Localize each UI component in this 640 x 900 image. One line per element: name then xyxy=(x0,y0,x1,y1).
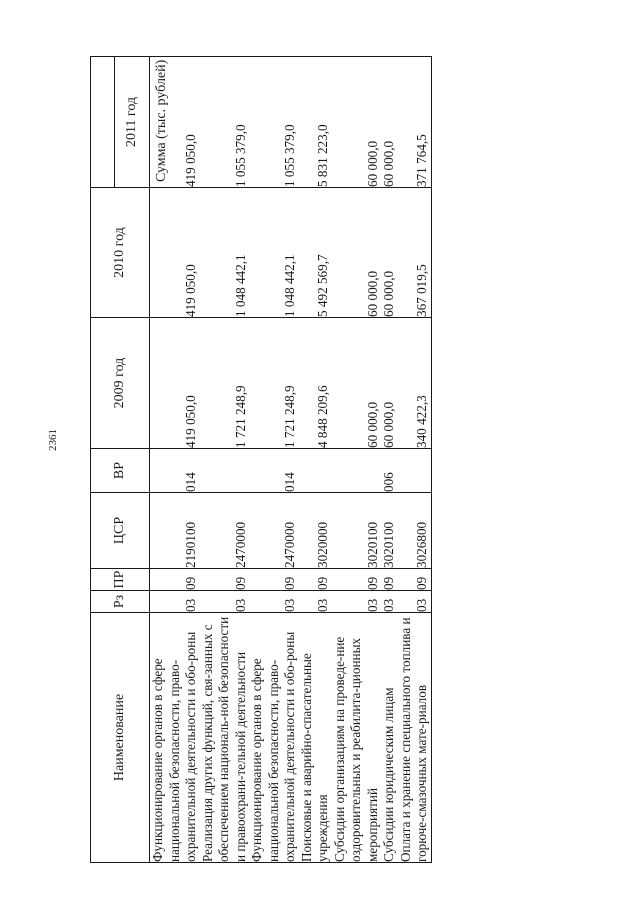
row-pr: 09 xyxy=(381,569,398,591)
row-vr xyxy=(398,449,432,493)
row-2011: 1 055 379,0 xyxy=(249,57,299,188)
row-2009: 60 000,0 xyxy=(332,318,382,449)
row-name: Поисковые и аварийно-спасательные учреждения xyxy=(299,613,332,863)
row-pr: 09 xyxy=(332,569,382,591)
table-header-row xyxy=(91,57,115,863)
header-pr: ПР xyxy=(91,569,150,591)
table-row xyxy=(299,57,332,863)
row-2011: 60 000,0 xyxy=(332,57,382,188)
row-pr: 09 xyxy=(299,569,332,591)
row-csr: 2470000 xyxy=(200,493,250,569)
row-2011: 60 000,0 xyxy=(381,57,398,188)
row-2009: 4 848 209,6 xyxy=(299,318,332,449)
header-rz: Рз xyxy=(91,591,150,613)
row-2011: 419 050,0 xyxy=(150,57,200,188)
row-name: Субсидии организациям на проведе-ние оздоровительных и реабилита-ционных мероприятий xyxy=(332,613,382,863)
table-row xyxy=(332,57,382,863)
row-vr: 014 xyxy=(249,449,299,493)
row-vr: 006 xyxy=(381,449,398,493)
row-2010: 60 000,0 xyxy=(381,188,398,318)
row-csr: 3026800 xyxy=(398,493,432,569)
row-pr: 09 xyxy=(150,569,200,591)
row-name: Функционирование органов в сфере национальной безопасности, право-охранительной деятельности и обо-роны xyxy=(249,613,299,863)
row-csr: 3020000 xyxy=(299,493,332,569)
row-2009: 1 721 248,9 xyxy=(249,318,299,449)
header-2011: 2011 год xyxy=(115,57,150,188)
row-csr: 2190100 xyxy=(150,493,200,569)
row-2011: 1 055 379,0 xyxy=(200,57,250,188)
row-2010: 419 050,0 xyxy=(150,188,200,318)
row-pr: 09 xyxy=(249,569,299,591)
row-2009: 60 000,0 xyxy=(381,318,398,449)
row-name: Субсидии юридическим лицам xyxy=(381,613,398,863)
row-2010: 5 492 569,7 xyxy=(299,188,332,318)
header-name: Наименование xyxy=(91,613,150,863)
row-csr: 3020100 xyxy=(332,493,382,569)
row-2009: 340 422,3 xyxy=(398,318,432,449)
header-2011-spacer xyxy=(91,57,115,188)
table-row xyxy=(249,57,299,863)
row-pr: 09 xyxy=(200,569,250,591)
row-2009: 1 721 248,9 xyxy=(200,318,250,449)
header-csr: ЦСР xyxy=(91,493,150,569)
row-2010: 367 019,5 xyxy=(398,188,432,318)
row-vr xyxy=(200,449,250,493)
row-rz: 03 xyxy=(332,591,382,613)
row-vr: 014 xyxy=(150,449,200,493)
row-name: Функционирование органов в сфере национальной безопасности, право-охранительной деятельности и обо-роны xyxy=(150,613,200,863)
table-row xyxy=(381,57,398,863)
row-2011: 5 831 223,0 xyxy=(299,57,332,188)
row-csr: 3020100 xyxy=(381,493,398,569)
header-2010: 2010 год xyxy=(91,188,150,318)
row-2009: 419 050,0 xyxy=(150,318,200,449)
row-rz: 03 xyxy=(398,591,432,613)
row-2010: 1 048 442,1 xyxy=(249,188,299,318)
row-rz: 03 xyxy=(200,591,250,613)
header-vr: ВР xyxy=(91,449,150,493)
row-rz: 03 xyxy=(249,591,299,613)
row-csr: 2470000 xyxy=(249,493,299,569)
header-2009: 2009 год xyxy=(91,318,150,449)
row-name: Реализация других функций, свя-занных с обеспечением националь-ной безопасности и правоохрани-тельной деятельности xyxy=(200,613,250,863)
row-2011: 371 764,5 xyxy=(398,57,432,188)
table-row xyxy=(398,57,432,863)
row-vr xyxy=(299,449,332,493)
row-rz: 03 xyxy=(299,591,332,613)
table-row xyxy=(200,57,250,863)
row-vr xyxy=(332,449,382,493)
row-name: Оплата и хранение специального топлива и горюче-смазочных мате-риалов xyxy=(398,613,432,863)
row-rz: 03 xyxy=(150,591,200,613)
table-row xyxy=(150,57,200,863)
budget-table xyxy=(90,56,432,863)
page-number: 2361 xyxy=(47,429,59,451)
units-caption: Сумма (тыс. рублей) xyxy=(154,59,169,182)
row-2010: 1 048 442,1 xyxy=(200,188,250,318)
row-rz: 03 xyxy=(381,591,398,613)
row-pr: 09 xyxy=(398,569,432,591)
row-2010: 60 000,0 xyxy=(332,188,382,318)
